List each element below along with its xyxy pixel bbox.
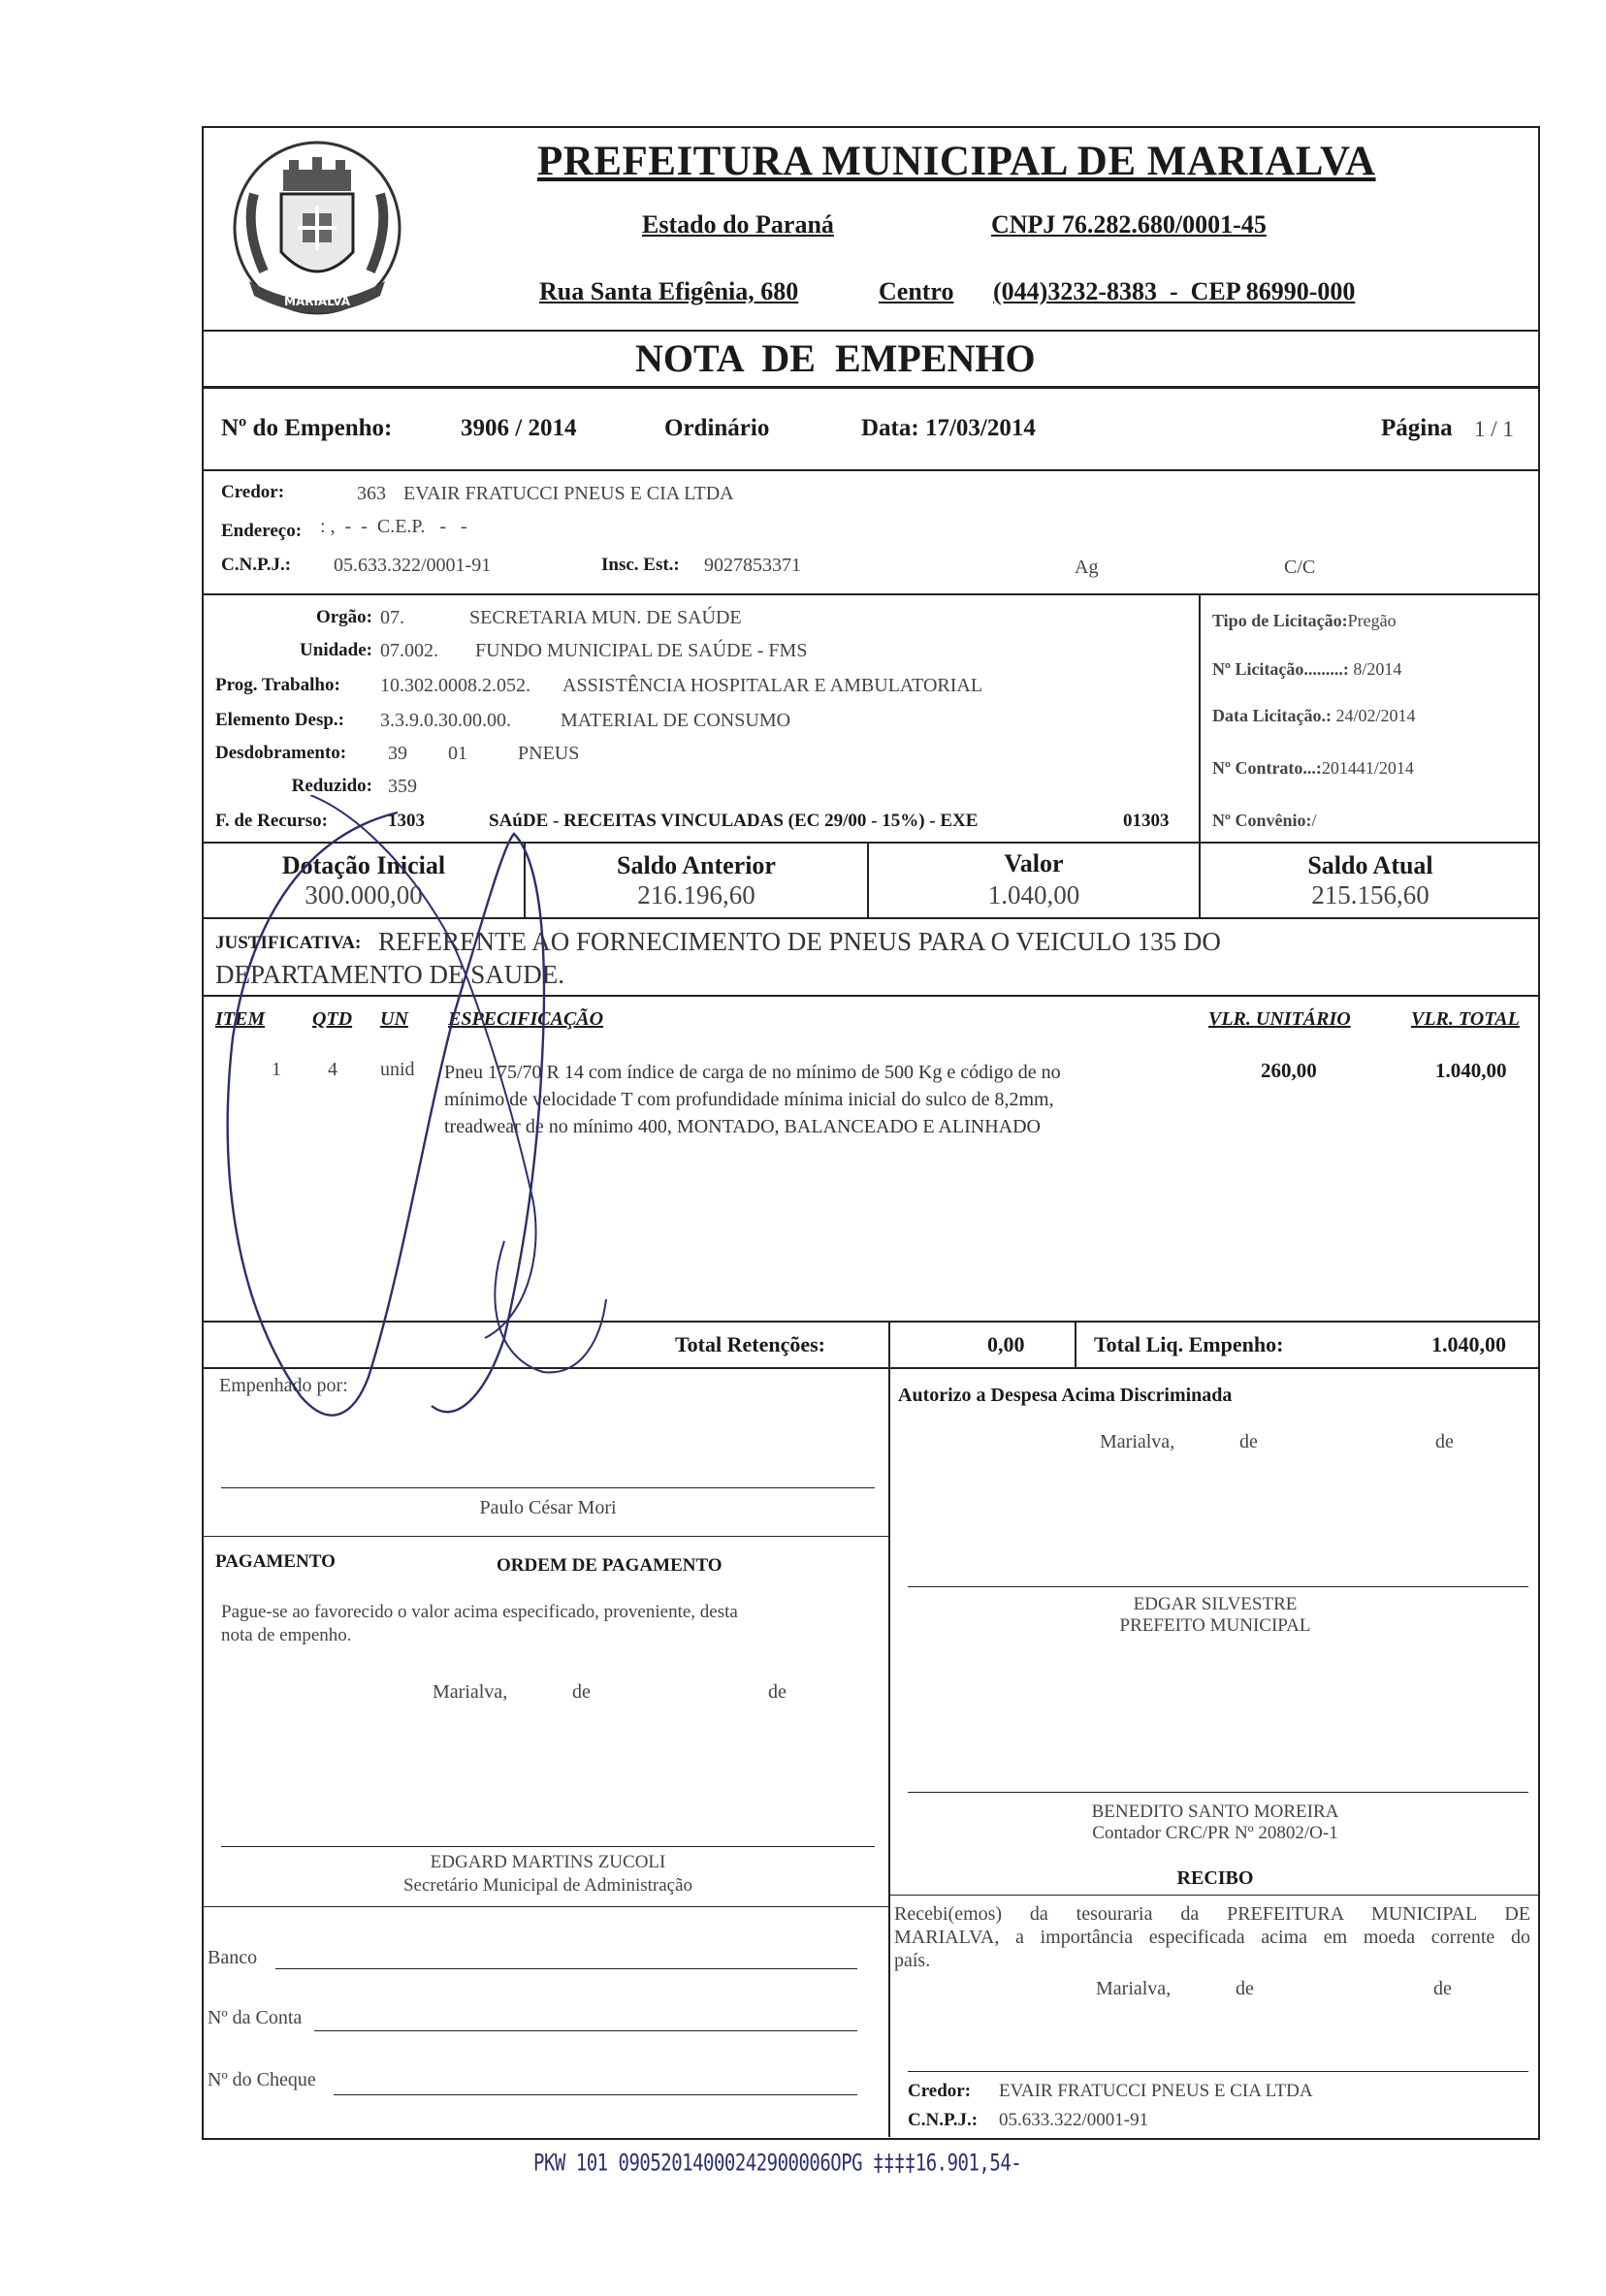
prog-label: Prog. Trabalho: [215,675,340,695]
recibo-text [894,1902,1530,1972]
signature-line [908,1792,1528,1793]
autorizo-label: Autorizo a Despesa Acima Discriminada [898,1385,1233,1406]
divider [202,842,1540,844]
insc-label: Insc. Est.: [601,555,680,575]
atual-label: Saldo Atual [1307,851,1433,879]
justificativa-label: JUSTIFICATIVA: [215,933,362,953]
licitacao-tipo [1212,611,1397,631]
col-vlr-total-header: VLR. TOTAL [1411,1008,1520,1030]
dotacao-label: Dotação Inicial [281,851,446,879]
state-label: Estado do Paraná [642,210,834,239]
convenio-value: / [1311,811,1317,830]
recibo-label: RECIBO [1176,1867,1254,1889]
valor-value: 1.040,00 [987,880,1080,909]
cheque-field[interactable] [334,2094,857,2095]
page-value: 1 / 1 [1474,417,1514,441]
secretario-name: EDGARD MARTINS ZUCOLI [430,1852,666,1872]
credor-name: EVAIR FRATUCCI PNEUS E CIA LTDA [403,483,734,504]
page-label: Página [1381,415,1453,441]
svg-text:MARIALVA: MARIALVA [284,295,350,308]
cnpj-label: CNPJ 76.282.680/0001-45 [991,210,1267,239]
dotacao-value: 300.000,00 [305,880,423,909]
empenho-number: 3906 / 2014 [461,415,577,441]
liq-label: Total Liq. Empenho: [1094,1332,1284,1356]
justificativa-line1: REFERENTE AO FORNECIMENTO DE PNEUS PARA O VEICULO 135 DO [378,927,1221,956]
banco-label: Banco [208,1947,258,1968]
item-un: unid [380,1059,415,1080]
divider [888,1367,890,2137]
reduzido-label: Reduzido: [291,776,372,796]
prog-code: 10.302.0008.2.052. [380,675,530,696]
elemento-name: MATERIAL DE CONSUMO [561,710,791,731]
num-licitacao-label: Nº Licitação.........: [1212,659,1349,679]
pagamento-label: PAGAMENTO [215,1551,336,1572]
cc-label: C/C [1284,557,1316,578]
recibo-line: MARIALVA, a importância especificada acima em moeda corrente do [894,1927,1530,1948]
table-row [202,1051,1540,1138]
licitacao-contrato [1212,758,1414,779]
credor-code: 363 [357,483,386,504]
desdob-code: 39 [388,743,407,764]
col-item-header: ITEM [215,1008,266,1030]
pagamento-text-2: nota de empenho. [221,1625,352,1645]
item-vlr-unit: 260,00 [1261,1059,1317,1082]
credor-label: Credor: [221,482,285,502]
ag-label: Ag [1075,557,1099,578]
unidade-label: Unidade: [300,640,372,660]
insc-value: 9027853371 [704,555,801,576]
endereco-label: Endereço: [221,521,303,541]
footer-stamp: PKW 101 09052014000242900006OPG ‡‡‡‡16.901,54- [533,2150,1022,2177]
desdob-name: PNEUS [518,743,580,764]
cnpj-credor-value: 05.633.322/0001-91 [334,555,492,576]
secretario-role: Secretário Municipal de Administração [402,1875,693,1896]
recibo-cnpj-value: 05.633.322/0001-91 [999,2110,1149,2130]
desdob-label: Desdobramento: [215,743,347,763]
item-espec-line: Pneu 175/70 R 14 com índice de carga de no mínimo de 500 Kg e código de no [444,1062,1061,1083]
divider [202,1906,888,1907]
recurso-name: SAúDE - RECEITAS VINCULADAS (EC 29/00 - 15%) - EXE [489,811,979,831]
item-vlr-total: 1.040,00 [1435,1059,1507,1082]
recibo-credor-name: EVAIR FRATUCCI PNEUS E CIA LTDA [999,2081,1313,2101]
recibo-place: Marialva, [1096,1978,1172,1999]
pagamento-de2: de [768,1681,787,1703]
address-label: Rua Santa Efigênia, 680 [539,277,799,305]
signature-line [221,1846,875,1847]
licitacao-num [1212,659,1401,680]
col-vlr-unit-header: VLR. UNITÁRIO [1208,1008,1351,1030]
elemento-label: Elemento Desp.: [215,710,344,730]
recibo-de1: de [1236,1978,1254,1999]
data-licitacao-label: Data Licitação.: [1212,706,1332,725]
recibo-line: país. [894,1950,931,1971]
pagamento-text-1: Pague-se ao favorecido o valor acima especificado, proveniente, desta [221,1602,738,1622]
doc-title: NOTA DE EMPENHO [635,336,1036,380]
col-espec-header: ESPECIFICAÇÃO [448,1008,604,1030]
divider [202,469,1540,471]
orgao-code: 07. [380,607,404,628]
page-title: PREFEITURA MUNICIPAL DE MARIALVA [537,139,1376,184]
prefeito-name: EDGAR SILVESTRE [1133,1594,1298,1614]
contrato-value: 201441/2014 [1321,758,1414,778]
licitacao-convenio [1212,811,1316,831]
phone-cep-label: (044)3232-8383 - CEP 86990-000 [993,277,1356,305]
contador-role: Contador CRC/PR Nº 20802/O-1 [1092,1823,1338,1843]
signature-line [221,1487,875,1488]
unidade-code: 07.002. [380,640,438,661]
atual-value: 215.156,60 [1311,880,1429,909]
recibo-de2: de [1433,1978,1452,1999]
recibo-credor-label: Credor: [908,2081,972,2101]
justificativa-line2: DEPARTAMENTO DE SAUDE. [215,960,564,989]
cnpj-credor-label: C.N.P.J.: [221,555,292,575]
empenho-label: Nº do Empenho: [221,415,393,441]
contrato-label: Nº Contrato...: [1212,758,1322,778]
divider [1199,593,1201,842]
contador-name: BENEDITO SANTO MOREIRA [1091,1802,1339,1822]
conta-field[interactable] [314,2030,857,2031]
cheque-label: Nº do Cheque [208,2069,316,2090]
signature-line [908,2071,1528,2072]
anterior-value: 216.196,60 [637,880,755,909]
divider [888,1895,1540,1896]
recurso-label: F. de Recurso: [215,811,328,831]
item-espec-line: treadwear de no mínimo 400, MONTADO, BALANCEADO E ALINHADO [444,1116,1041,1137]
retencoes-label: Total Retenções: [675,1332,825,1356]
district-label: Centro [879,277,954,305]
divider [202,386,1540,389]
item-espec [444,1059,1061,1140]
licitacao-data [1212,706,1415,726]
data-licitacao-value: 24/02/2014 [1335,706,1416,725]
reduzido-value: 359 [388,776,417,797]
autorizo-de2: de [1435,1431,1454,1452]
pagamento-place: Marialva, [433,1681,508,1703]
col-un-header: UN [380,1008,408,1030]
col-qtd-header: QTD [312,1008,353,1030]
ordem-label: ORDEM DE PAGAMENTO [497,1555,723,1576]
item-espec-line: mínimo de velocidade T com profundidade mínima inicial do sulco de 8,2mm, [444,1089,1054,1110]
recibo-line: Recebi(emos) da tesouraria da PREFEITURA MUNICIPAL DE [894,1903,1530,1925]
divider [1075,1321,1076,1367]
valor-label: Valor [1004,849,1064,877]
empenho-date: Data: 17/03/2014 [861,415,1036,441]
tipo-licitacao-label: Tipo de Licitação: [1212,611,1348,630]
convenio-label: Nº Convênio: [1212,811,1312,830]
divider [202,330,1540,332]
recibo-cnpj-label: C.N.P.J.: [908,2110,979,2130]
divider [202,1536,888,1537]
divider [202,995,1540,997]
recurso-code: 1303 [388,811,425,831]
municipal-crest-icon [225,136,409,330]
signature-line [908,1586,1528,1587]
pagamento-de1: de [572,1681,591,1703]
autorizo-de1: de [1239,1431,1258,1452]
anterior-label: Saldo Anterior [617,851,776,879]
prefeito-role: PREFEITO MUNICIPAL [1119,1615,1311,1636]
empenho-type: Ordinário [664,415,770,441]
desdob-sub: 01 [448,743,467,764]
recurso-num: 01303 [1123,811,1170,831]
item-number: 1 [272,1059,281,1080]
endereco-value: : , - - C.E.P. - - [320,516,467,537]
divider [202,1321,1540,1323]
orgao-name: SECRETARIA MUN. DE SAÚDE [469,607,742,628]
empenhado-name: Paulo César Mori [479,1497,617,1518]
elemento-code: 3.3.9.0.30.00.00. [380,710,511,731]
divider [202,917,1540,919]
item-qtd: 4 [328,1059,337,1080]
banco-field[interactable] [275,1968,857,1969]
divider [202,1367,1540,1369]
tipo-licitacao-value: Pregão [1347,611,1397,630]
empenhado-label: Empenhado por: [219,1375,348,1396]
orgao-label: Orgão: [315,607,372,627]
divider [202,593,1540,595]
divider [888,1321,890,1367]
num-licitacao-value: 8/2014 [1353,659,1402,679]
retencoes-value: 0,00 [987,1332,1025,1356]
conta-label: Nº da Conta [208,2007,303,2028]
autorizo-place: Marialva, [1100,1431,1175,1452]
liq-value: 1.040,00 [1431,1332,1506,1356]
unidade-name: FUNDO MUNICIPAL DE SAÚDE - FMS [475,640,808,661]
prog-name: ASSISTÊNCIA HOSPITALAR E AMBULATORIAL [562,675,983,696]
